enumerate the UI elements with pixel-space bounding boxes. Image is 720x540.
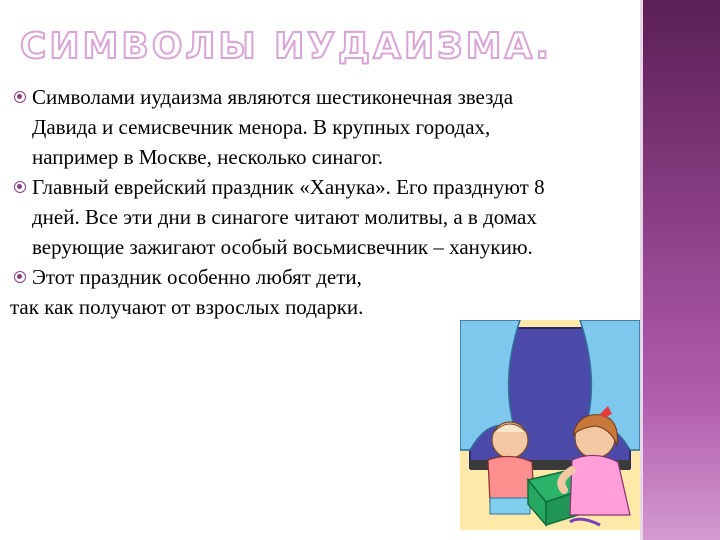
bullet-text: Этот праздник особенно любят дети,	[32, 265, 362, 289]
bullet-item	[10, 82, 570, 172]
bullet-icon	[14, 181, 26, 193]
children-with-gift-illustration	[460, 320, 640, 530]
slide-title: СИМВОЛЫ ИУДАИЗМА.	[20, 26, 553, 67]
bullet-item	[10, 262, 570, 292]
bullet-text: Главный еврейский праздник «Ханука». Его празднуют 8 дней. Все эти дни в синагоге читают молитвы, а в домах верующие зажигают особый восьмисвечник – ханукию.	[32, 175, 545, 259]
bullet-text: Символами иудаизма являются шестиконечная звезда Давида и семисвечник менора. В крупных городах, например в Москве, несколько синагог.	[32, 85, 514, 169]
bullet-icon	[14, 271, 26, 283]
decorative-side-bar	[640, 0, 720, 540]
bullet-item	[10, 172, 570, 262]
bullet-icon	[14, 91, 26, 103]
continuation-text: так как получают от взрослых подарки.	[10, 295, 364, 319]
slide-content	[10, 82, 570, 322]
